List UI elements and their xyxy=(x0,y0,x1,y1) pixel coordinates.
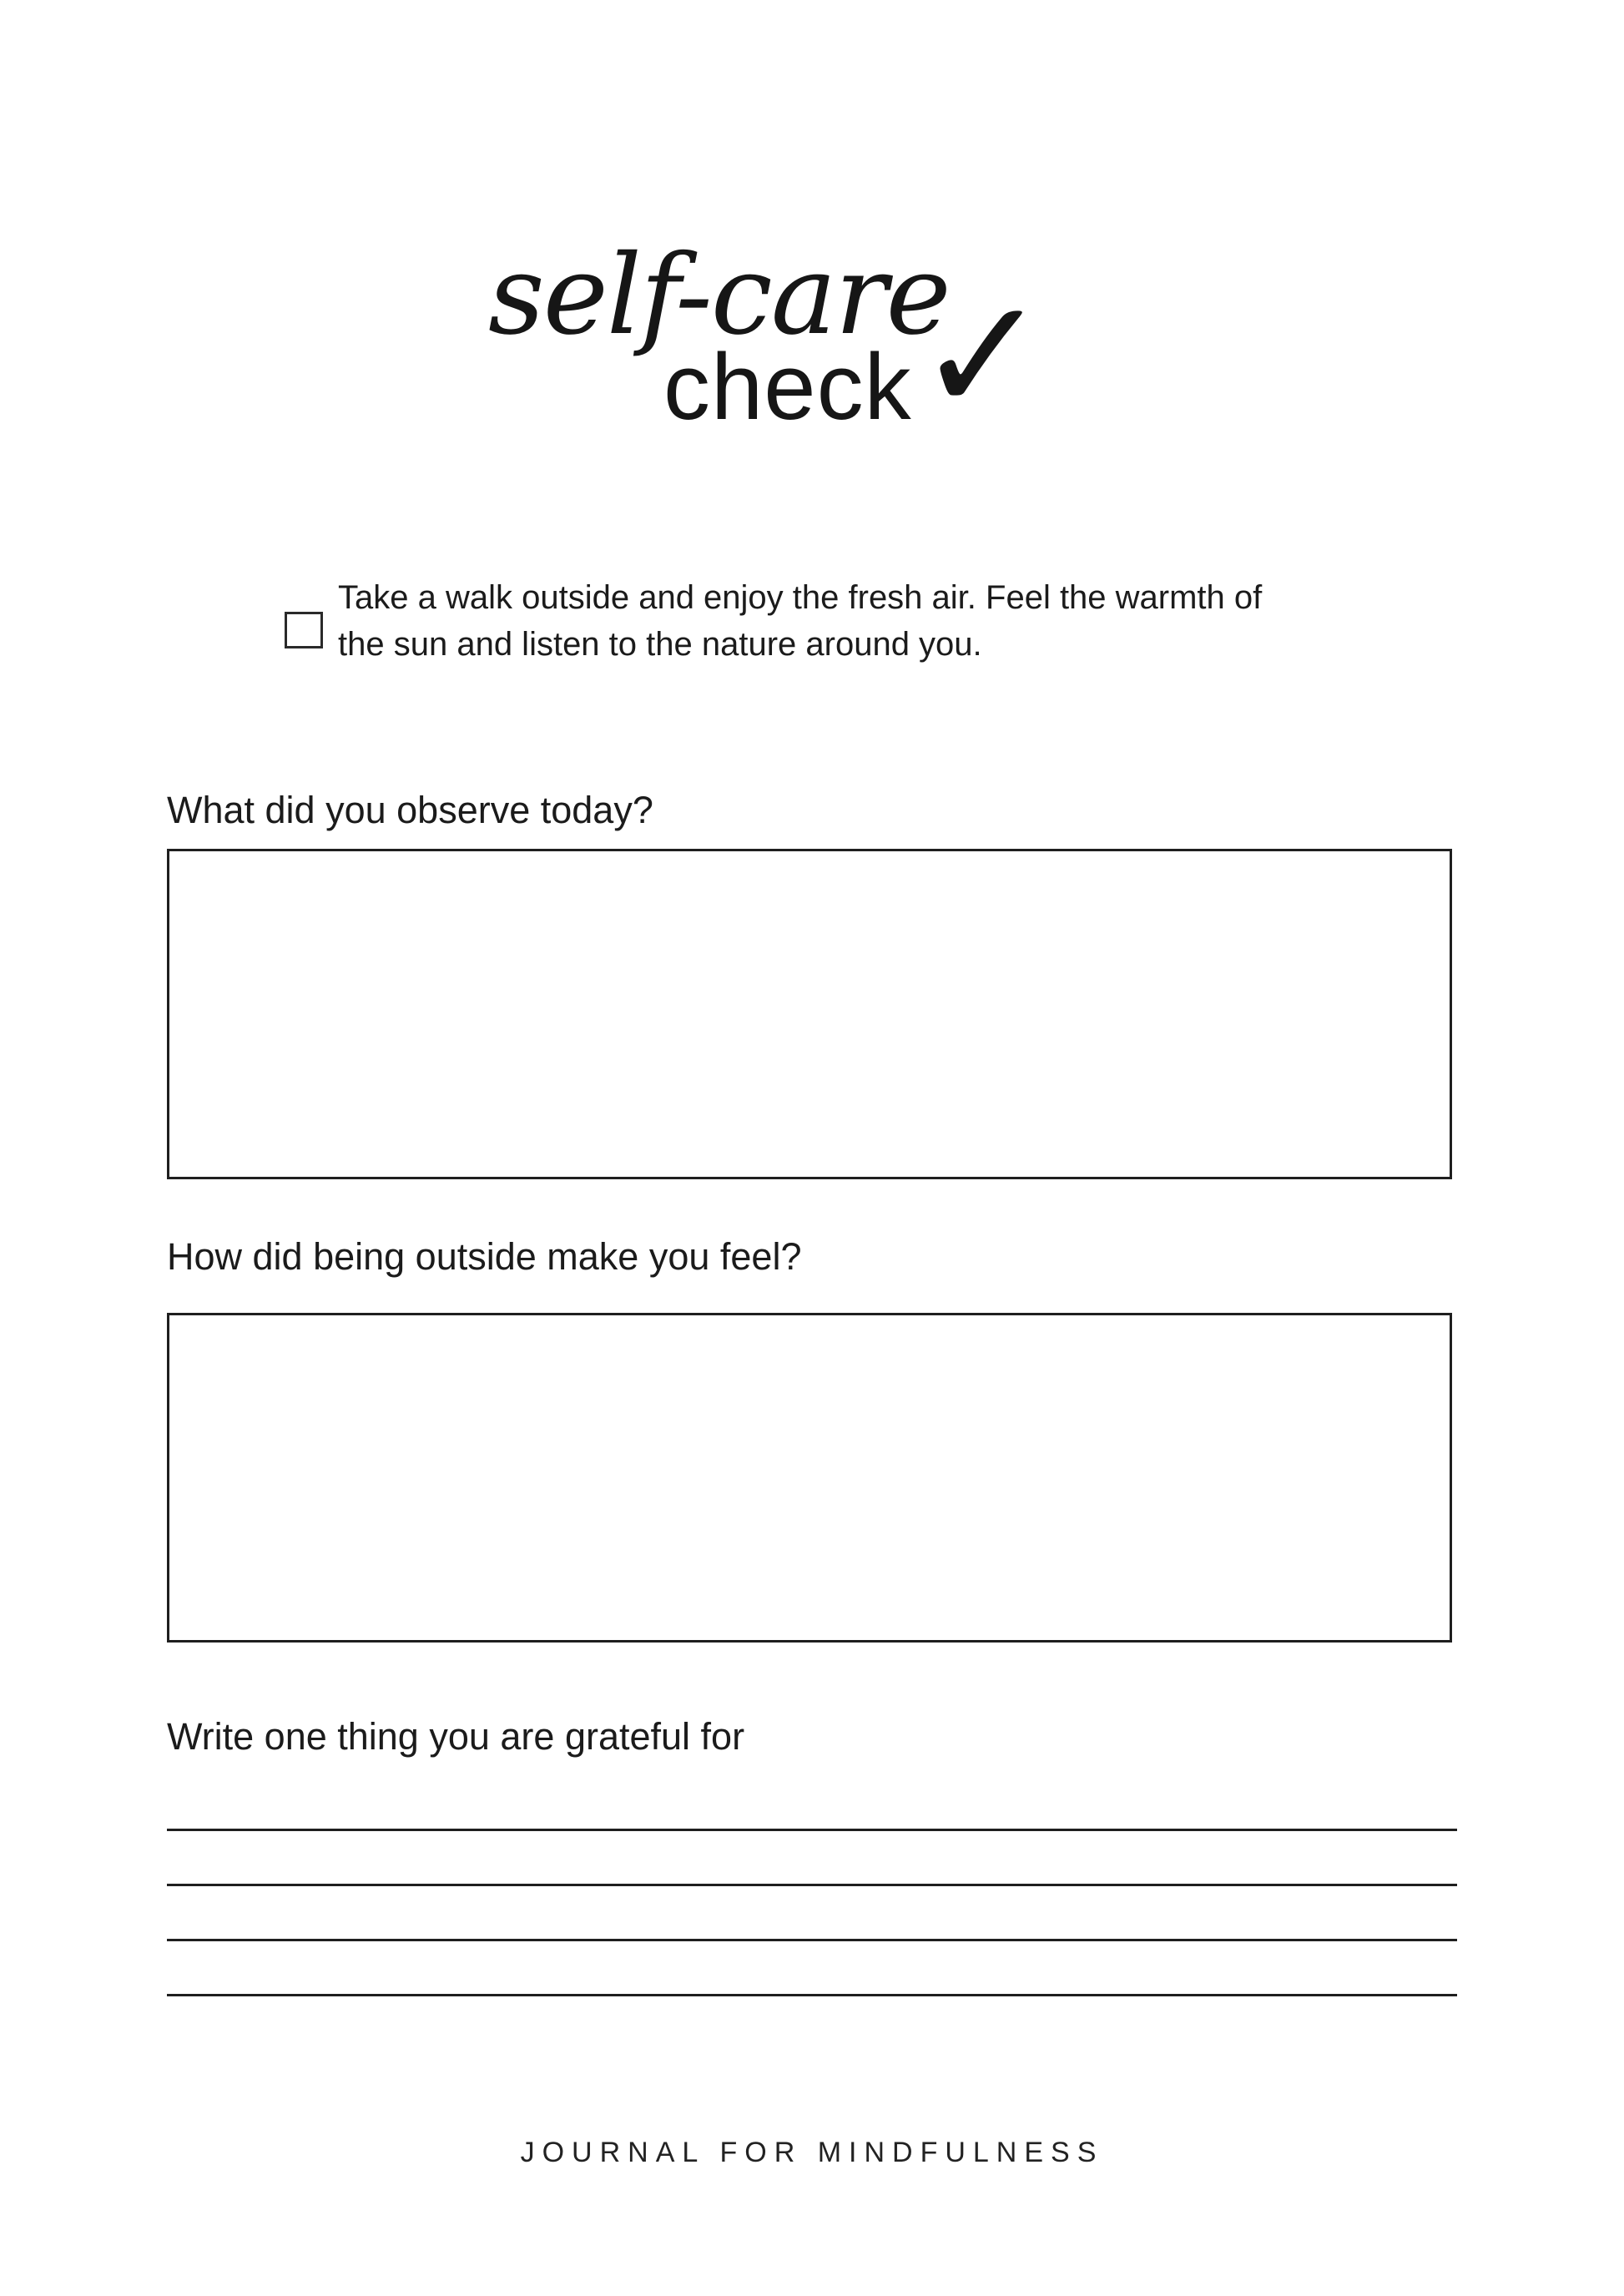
checkmark-icon: ✓ xyxy=(916,268,1050,445)
question-feel-answer-box[interactable] xyxy=(167,1313,1452,1643)
grateful-writing-line-3[interactable] xyxy=(167,1939,1457,1941)
grateful-writing-line-2[interactable] xyxy=(167,1884,1457,1886)
question-observe-answer-box[interactable] xyxy=(167,849,1452,1179)
footer-text: JOURNAL FOR MINDFULNESS xyxy=(520,2137,1104,2168)
grateful-writing-line-4[interactable] xyxy=(167,1994,1457,1996)
question-feel-label: How did being outside make you feel? xyxy=(167,1235,802,1278)
title-word-check: check xyxy=(663,335,912,439)
task-prompt-text: Take a walk outside and enjoy the fresh air. Feel the warmth of the sun and listen to the nature around you. xyxy=(338,579,1263,663)
question-grateful-label: Write one thing you are grateful for xyxy=(167,1715,745,1758)
task-checkbox[interactable] xyxy=(285,612,323,648)
question-observe-label: What did you observe today? xyxy=(167,789,653,831)
grateful-writing-line-1[interactable] xyxy=(167,1829,1457,1831)
title-script-selfcare: self-care xyxy=(488,231,950,360)
